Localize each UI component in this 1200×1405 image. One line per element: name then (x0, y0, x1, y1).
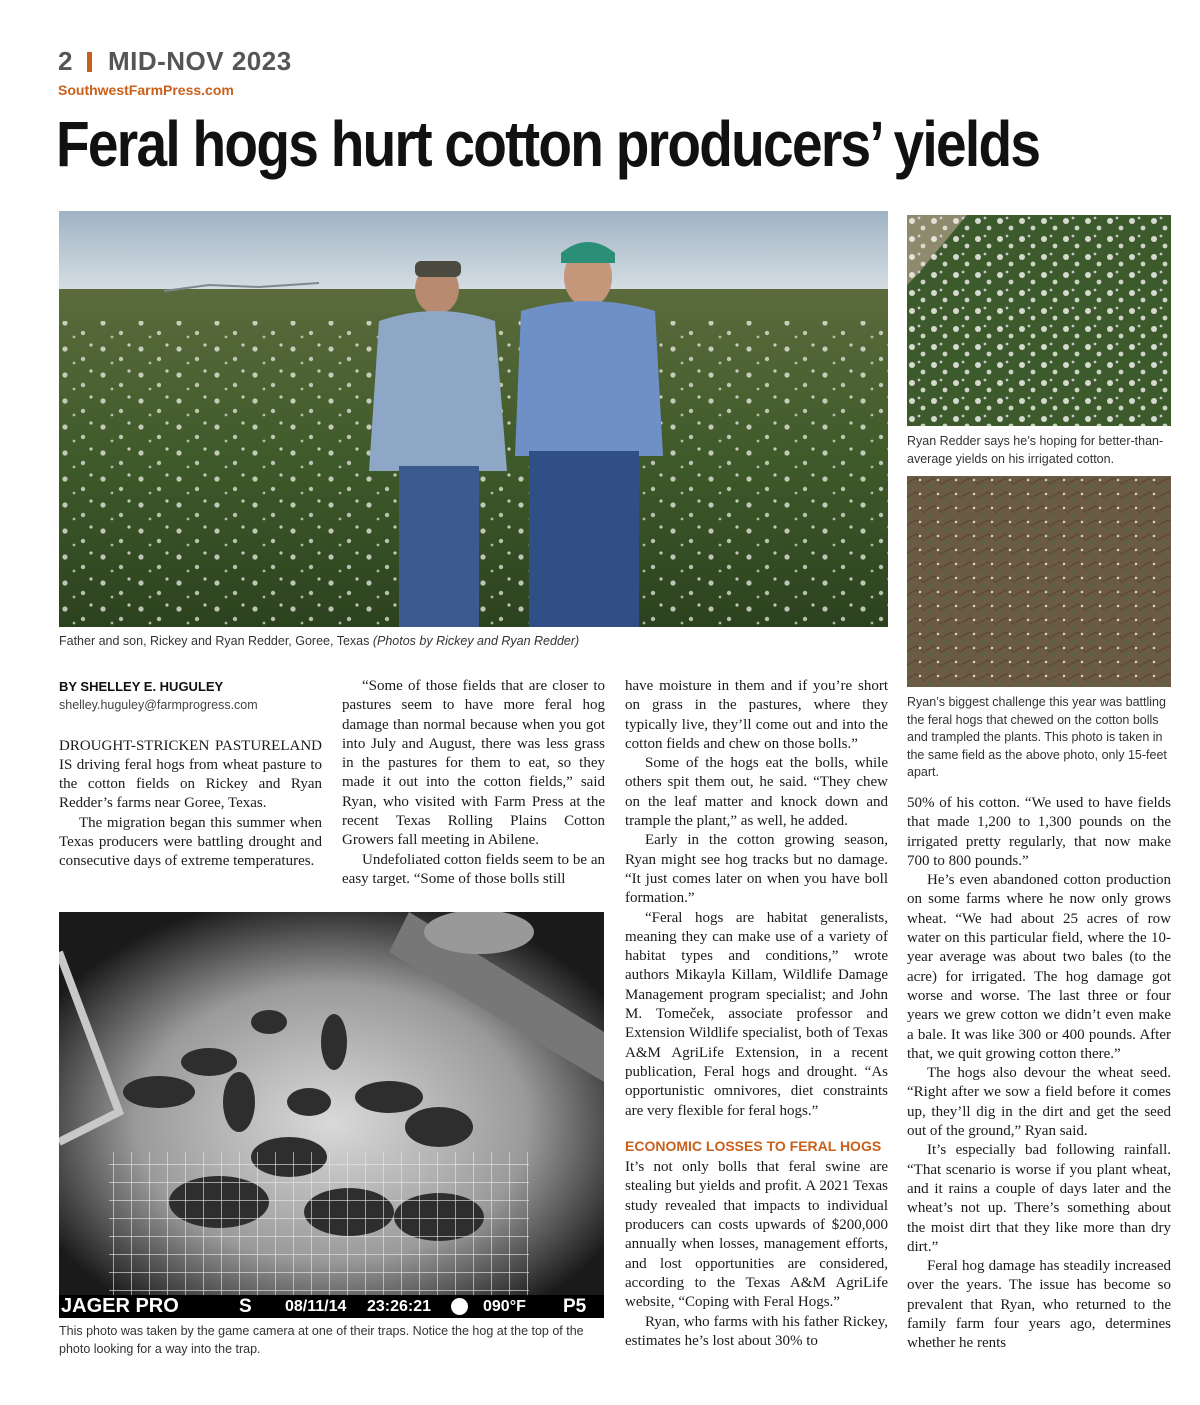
main-photo-caption (59, 633, 888, 651)
paragraph: It’s especially bad following rainfall. “That scenario is worse if you plant wheat, and it rains a couple of days later and the wheat’s not up. There’s something about the moist dirt that they like more than dry dirt.” (907, 1142, 1171, 1255)
trap-photo-caption: This photo was taken by the game camera at one of their traps. Notice the hog at the top of the photo looking for a way into the trap. (59, 1324, 584, 1356)
paragraph: have moisture in them and if you’re short on grass in the pastures, where they typically live, they’ll come out and into the cotton fields and chew on those bolls.” (625, 678, 888, 752)
lead-paragraph-rest: driving feral hogs from wheat pasture to the cotton fields on Rickey and Ryan Redder’s farms near Goree, Texas. (59, 756, 322, 812)
article-column-2 (342, 677, 605, 889)
paragraph: The hogs also devour the wheat seed. “Right after we sow a field before it comes up, they’ll dig in the dirt and get the seed out of the ground,” Ryan said. (907, 1065, 1171, 1140)
article-column-1 (59, 677, 322, 872)
side-photo-2-caption: Ryan’s biggest challenge this year was battling the feral hogs that chewed on the cotton bolls and trampled the plants. This photo is taken in the same field as the above photo, only 15-feet apart. (907, 695, 1167, 779)
moon-phase-icon (451, 1298, 468, 1315)
lead-paragraph (59, 737, 322, 814)
paragraph: Ryan, who farms with his father Rickey, estimates he’s lost about 30% to (625, 1313, 888, 1349)
paragraph: 50% of his cotton. “We used to have fields that made 1,200 to 1,300 pounds on the irrigated pretty regularly, that now make 700 to 800 pounds.” (907, 795, 1171, 869)
paragraph: Undefoliated cotton fields seem to be an easy target. “Some of those bolls still (342, 851, 605, 887)
author-email: shelley.huguley@farmprogress.com (59, 698, 258, 713)
trap-photo (59, 912, 604, 1318)
lead-in-caps: DROUGHT-STRICKEN PASTURELAND IS (59, 737, 322, 773)
section-subhead: ECONOMIC LOSSES TO FERAL HOGS (625, 1137, 882, 1154)
paragraph: It’s not only bolls that feral swine are stealing but yields and profit. A 2021 Texas study revealed that impacts to individual producers can costs upwards of $200,000 annually when losses, management efforts, and lost opportunities are considered, according to the Texas A&M AgriLife website, “Coping with Feral Hogs.” (625, 1159, 888, 1311)
side-photo-1-caption: Ryan Redder says he’s hoping for better-than-average yields on his irrigated cotton. (907, 434, 1164, 466)
issue-date: MID-NOV 2023 (107, 46, 292, 76)
paragraph: “Feral hogs are habitat generalists, meaning they can make use of a variety of habitat types and conditions,” wrote authors Mikayla Killam, Wildlife Damage Management program specialist; and John M. Tomeček, associate professor and Extension Wildlife specialist, both of Texas A&M AgriLife Extension, in a recent publication, Feral hogs and drought. “As opportunistic omnivores, diet constraints are very flexible for feral hogs.” (625, 909, 888, 1119)
camera-temperature: 090°F (483, 1298, 526, 1315)
trap-camera-overlay (59, 1295, 604, 1318)
article-column-4 (907, 794, 1171, 1354)
side-photo-2 (907, 476, 1171, 687)
headline: Feral hogs hurt cotton producers’ yields (56, 108, 1040, 180)
side-photo-2-image (907, 476, 1171, 687)
byline: BY SHELLEY E. HUGULEY (59, 679, 224, 694)
camera-channel: P5 (563, 1296, 587, 1317)
paragraph: Some of the hogs eat the bolls, while others spit them out, he said. “They chew on the leaf matter and knock down and trample the plant,” as well, he added. (625, 755, 888, 830)
main-photo-caption-text: Father and son, Rickey and Ryan Redder, Goree, Texas (59, 634, 373, 648)
article-column-3 (625, 677, 888, 1351)
camera-mode: S (239, 1296, 252, 1317)
side-photo-1-image (907, 215, 1171, 426)
paragraph: The migration began this summer when Texas producers were battling drought and consecutive days of extreme temperatures. (59, 814, 322, 870)
camera-brand: JAGER PRO (61, 1295, 179, 1317)
side-photo-1 (907, 215, 1171, 426)
paragraph: He’s even abandoned cotton production on some farms where he now only grows wheat. “We had about 25 acres of row water on this particular field, where the 10-year average was about two bales (to the acre) for irrigated. The hog damage got worse and worse. The last three or four years we grew cotton we didn’t even make a bale. It was like 300 or 400 pounds. After that, we quit growing cotton there.” (907, 872, 1171, 1062)
paragraph: Early in the cotton growing season, Ryan might see hog tracks but no damage. “It just comes later on when you have boll formation.” (625, 832, 888, 907)
main-photo-image (59, 211, 888, 627)
paragraph: Feral hog damage has steadily increased over the years. The issue has become so prevalent that Ryan, who returned to the family farm four years ago, determines whether he rents (907, 1258, 1171, 1352)
page-number: 2 (58, 46, 73, 76)
paragraph: “Some of those fields that are closer to pastures seem to have more feral hog damage than normal because when you got into July and August, there was less grass in the pastures for them to eat, so they made it out into the cotton fields,” said Ryan, who visited with Farm Press at the recent Texas Rolling Plains Cotton Growers fall meeting in Abilene. (342, 678, 605, 849)
camera-date: 08/11/14 (285, 1298, 347, 1315)
trap-photo-image (59, 912, 604, 1295)
folio-divider (87, 52, 92, 72)
page-folio (58, 46, 292, 77)
camera-time: 23:26:21 (367, 1298, 432, 1315)
site-url: SouthwestFarmPress.com (58, 82, 234, 98)
main-photo (59, 211, 888, 627)
photo-credit: (Photos by Rickey and Ryan Redder) (372, 634, 580, 648)
